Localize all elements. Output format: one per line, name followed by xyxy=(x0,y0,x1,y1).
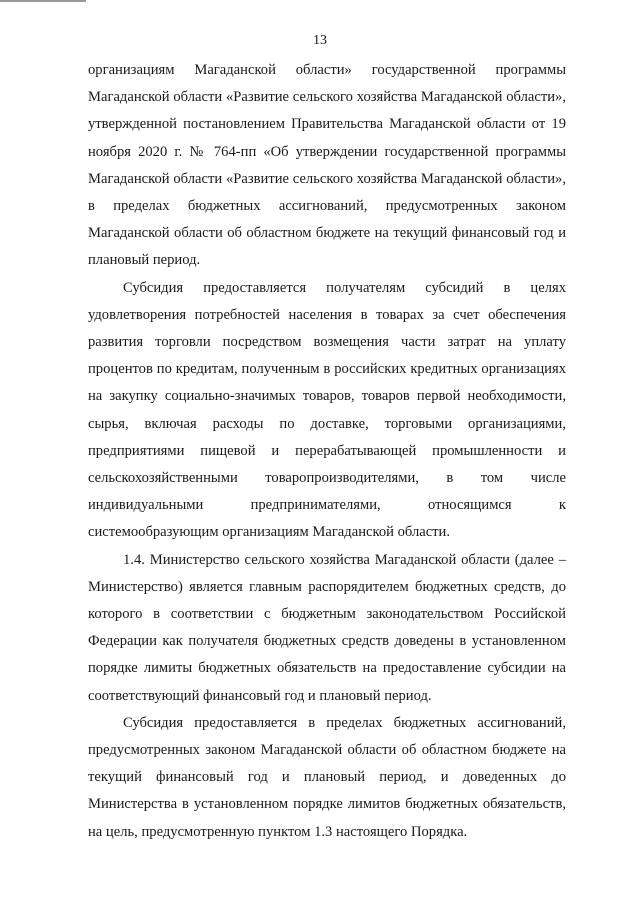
document-body xyxy=(88,57,566,846)
paragraph-section-1-4: 1.4. Министерство сельского хозяйства Магаданской области (далее – Министерство) является главным распорядителем бюджетных средств, до которого в соответствии с бюджетным законодательством Российской Федерации как получателя бюджетных средств доведены в установленном порядке лимиты бюджетных обязательств на предоставление субсидии на соответствующий финансовый год и плановый период. xyxy=(88,551,566,704)
paragraph-subsidy-purpose: Субсидия предоставляется получателям субсидий в целях удовлетворения потребностей населения в товарах за счет обеспечения развития торговли посредством возмещения части затрат на уплату процентов по кредитам, полученным в российских кредитных организациях на закупку социально-значимых товаров, товаров первой необходимости, сырья, включая расходы по доставке, торговыми организациями, предприятиями пищевой и перерабатывающей промышленности и сельскохозяйственными товаропроизводителями, в том числе индивидуальными предпринимателями, относящимся к системообразующим организациям Магаданской области. xyxy=(88,279,566,541)
page-number: 13 xyxy=(313,33,327,48)
scan-edge-mark xyxy=(0,0,86,2)
paragraph-subsidy-limits: Субсидия предоставляется в пределах бюджетных ассигнований, предусмотренных законом Магаданской области об областном бюджете на текущий финансовый год и плановый период, и доведенных до Министерства в установленном порядке лимитов бюджетных обязательств, на цель, предусмотренную пунктом 1.3 настоящего Порядка. xyxy=(88,714,566,840)
paragraph-continuation: организациям Магаданской области» государственной программы Магаданской области «Развитие сельского хозяйства Магаданской области», утвержденной постановлением Правительства Магаданской области от 19 ноября 2020 г. № 764-пп «Об утверждении государственной программы Магаданской области «Развитие сельского хозяйства Магаданской области», в пределах бюджетных ассигнований, предусмотренных законом Магаданской области об областном бюджете на текущий финансовый год и плановый период. xyxy=(88,62,566,269)
